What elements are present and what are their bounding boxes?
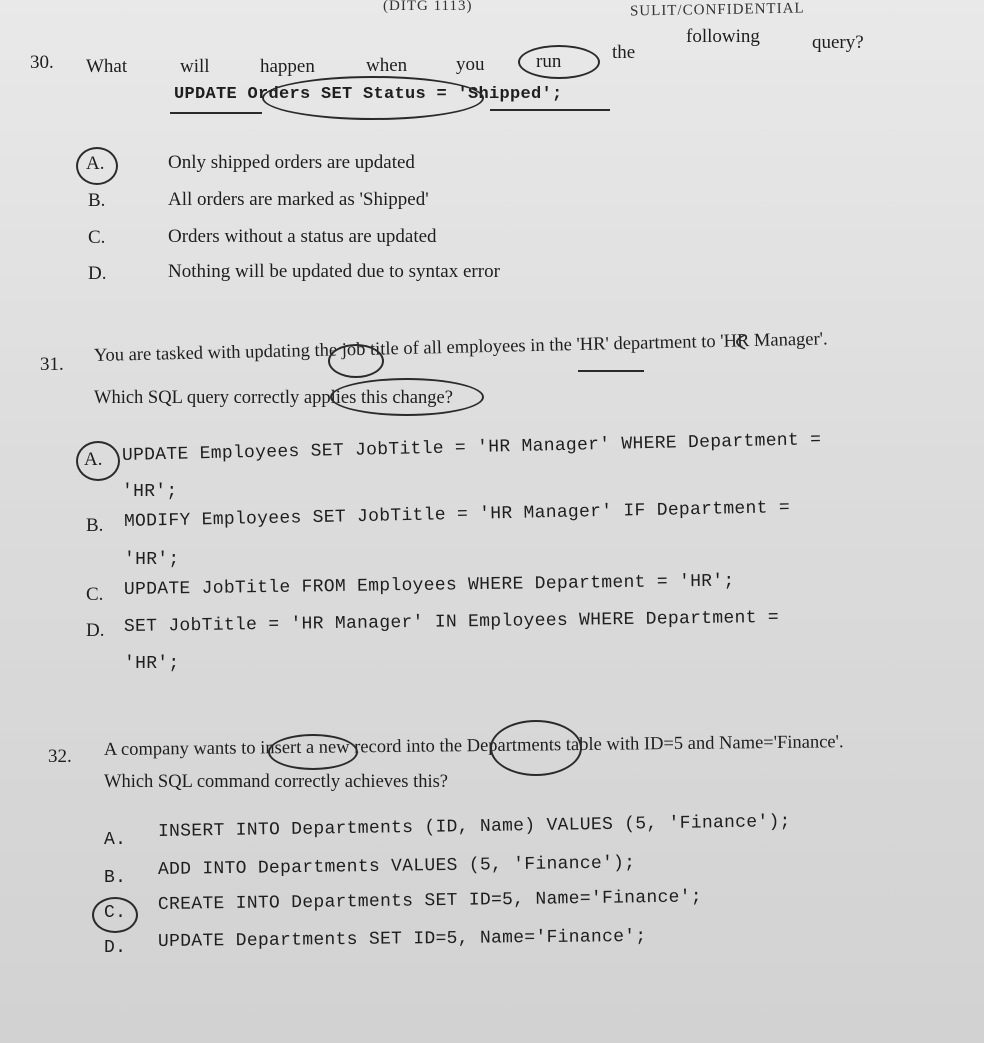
option-d-line2: 'HR';	[124, 654, 180, 674]
option-letter-a: A.	[84, 449, 103, 470]
pen-circle	[518, 45, 600, 79]
sql-query: UPDATE Orders SET Status = 'Shipped';	[174, 85, 563, 104]
option-letter-d: D.	[88, 263, 107, 284]
option-d-text: Nothing will be updated due to syntax error	[168, 261, 500, 282]
question-word: run	[536, 51, 562, 72]
pen-underline	[170, 112, 262, 114]
option-letter-c: C.	[104, 903, 127, 923]
pen-circle	[736, 326, 880, 358]
option-b-line1: MODIFY Employees SET JobTitle = 'HR Manager' IF Department =	[123, 498, 791, 532]
option-a-text: Only shipped orders are updated	[168, 152, 415, 173]
option-a-line2: 'HR';	[122, 482, 178, 502]
option-letter-b: B.	[104, 868, 127, 888]
answer-circle	[76, 147, 118, 185]
answer-circle	[76, 441, 120, 481]
option-c-text: CREATE INTO Departments SET ID=5, Name='Finance';	[157, 887, 703, 915]
option-c-line1: UPDATE JobTitle FROM Employees WHERE Department = 'HR';	[123, 571, 735, 600]
question-number: 31.	[40, 354, 64, 375]
question-word: will	[180, 56, 210, 77]
option-letter-b: B.	[86, 515, 104, 536]
option-a-text: INSERT INTO Departments (ID, Name) VALUES (5, 'Finance');	[157, 812, 791, 842]
option-letter-d: D.	[86, 620, 105, 641]
question-word: happen	[260, 56, 315, 77]
option-d-text: UPDATE Departments SET ID=5, Name='Finance';	[157, 926, 647, 952]
option-letter-d: D.	[104, 938, 127, 958]
option-letter-a: A.	[104, 830, 127, 850]
pen-circle	[490, 720, 582, 776]
option-b-line2: 'HR';	[124, 550, 180, 570]
question-number: 30.	[30, 52, 54, 73]
option-letter-c: C.	[88, 227, 106, 248]
option-a-line1: UPDATE Employees SET JobTitle = 'HR Manager' WHERE Department =	[121, 430, 822, 466]
question-word: What	[86, 56, 128, 77]
question-number: 32.	[48, 746, 72, 767]
answer-circle	[92, 897, 138, 933]
pen-underline	[490, 109, 610, 111]
option-letter-c: C.	[86, 584, 104, 605]
question-text: You are tasked with updating the job title of all employees in the 'HR' department to 'HR Manager'.	[93, 329, 828, 366]
option-letter-a: A.	[86, 153, 105, 174]
question-text: Which SQL query correctly applies this change?	[94, 388, 453, 408]
question-word: query?	[812, 32, 864, 53]
question-text: A company wants to insert a new record into the Departments table with ID=5 and Name='Finance'.	[103, 732, 844, 760]
pen-circle	[262, 76, 484, 120]
option-b-text: ADD INTO Departments VALUES (5, 'Finance');	[157, 853, 636, 880]
question-word: following	[686, 26, 760, 47]
question-word: the	[612, 42, 636, 63]
pen-circle	[328, 344, 384, 378]
document-code: (DITG 1113)	[383, 0, 473, 14]
question-word: you	[456, 54, 485, 75]
question-word: when	[366, 55, 408, 76]
question-text: Which SQL command correctly achieves this?	[104, 772, 449, 792]
pen-circle	[268, 734, 358, 770]
option-c-text: Orders without a status are updated	[168, 226, 437, 247]
option-letter-b: B.	[88, 190, 106, 211]
option-b-text: All orders are marked as 'Shipped'	[168, 189, 429, 210]
pen-circle	[330, 378, 484, 416]
confidential-label: SULIT/CONFIDENTIAL	[629, 0, 805, 20]
option-d-line1: SET JobTitle = 'HR Manager' IN Employees WHERE Department =	[123, 607, 780, 637]
pen-underline	[578, 370, 644, 372]
